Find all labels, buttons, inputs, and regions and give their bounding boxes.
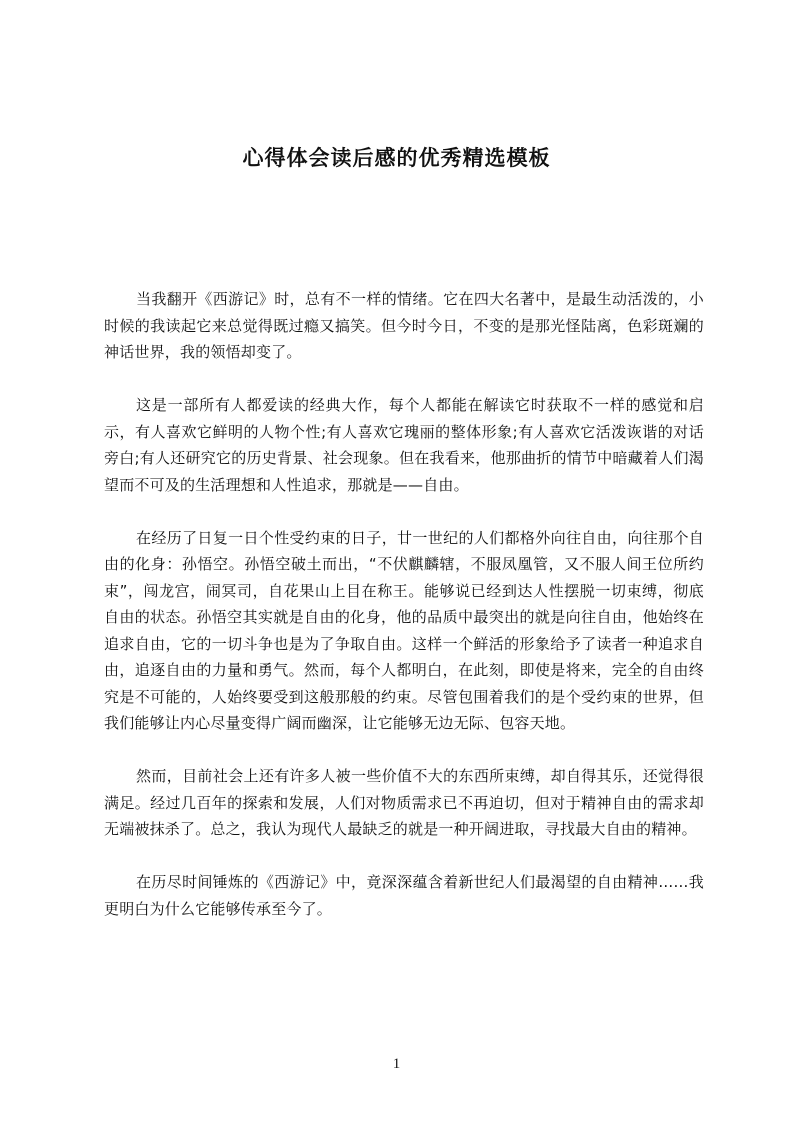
paragraph-2: 这是一部所有人都爱读的经典大作，每个人都能在解读它时获取不一样的感觉和启示，有人喜欢它鲜明的人物个性;有人喜欢它瑰丽的整体形象;有人喜欢它活泼诙谐的对话旁白;有人还研究它的历史背景、社会现象。但在我看来，他那曲折的情节中暗藏着人们渴望而不可及的生活理想和人性追求，那就是——自由。 xyxy=(104,396,704,494)
paragraph-3: 在经历了日复一日个性受约束的日子，廿一世纪的人们都格外向往自由，向往那个自由的化身：孙悟空。孙悟空破土而出，“不伏麒麟辖，不服凤凰管，又不服人间王位所约束”，闯龙宫，闹冥司，自花果山上目在称王。能够说已经到达人性摆脱一切束缚，彻底自由的状态。孙悟空其实就是自由的化身，他的品质中最突出的就是向往自由，他始终在追求自由，它的一切斗争也是为了争取自由。这样一个鲜活的形象给予了读者一种追求自由，追逐自由的力量和勇气。然而，每个人都明白，在此刻，即使是将来，完全的自由终究是不可能的，人始终要受到这般那般的约束。尽管包围着我们的是个受约束的世界，但我们能够让内心尽量变得广阔而幽深，让它能够无边无际、包容天地。 xyxy=(104,528,704,732)
document-body xyxy=(104,286,704,949)
page-number: 1 xyxy=(392,1056,401,1072)
page-title: 心得体会读后感的优秀精选模板 xyxy=(242,146,551,170)
paragraph-5: 在历尽时间锤炼的《西游记》中，竟深深蕴含着新世纪人们最渴望的自由精神……我更明白为什么它能够传承至今了。 xyxy=(104,873,704,918)
paragraph-4: 然而，目前社会上还有许多人被一些价值不大的东西所束缚，却自得其乐，还觉得很满足。经过几百年的探索和发展，人们对物质需求已不再迫切，但对于精神自由的需求却无端被抹杀了。总之，我认为现代人最缺乏的就是一种开阔进取，寻找最大自由的精神。 xyxy=(104,767,704,838)
paragraph-1: 当我翻开《西游记》时，总有不一样的情绪。它在四大名著中，是最生动活泼的，小时候的我读起它来总觉得既过瘾又搞笑。但今时今日，不变的是那光怪陆离，色彩斑斓的神话世界，我的领悟却变了。 xyxy=(104,290,704,361)
